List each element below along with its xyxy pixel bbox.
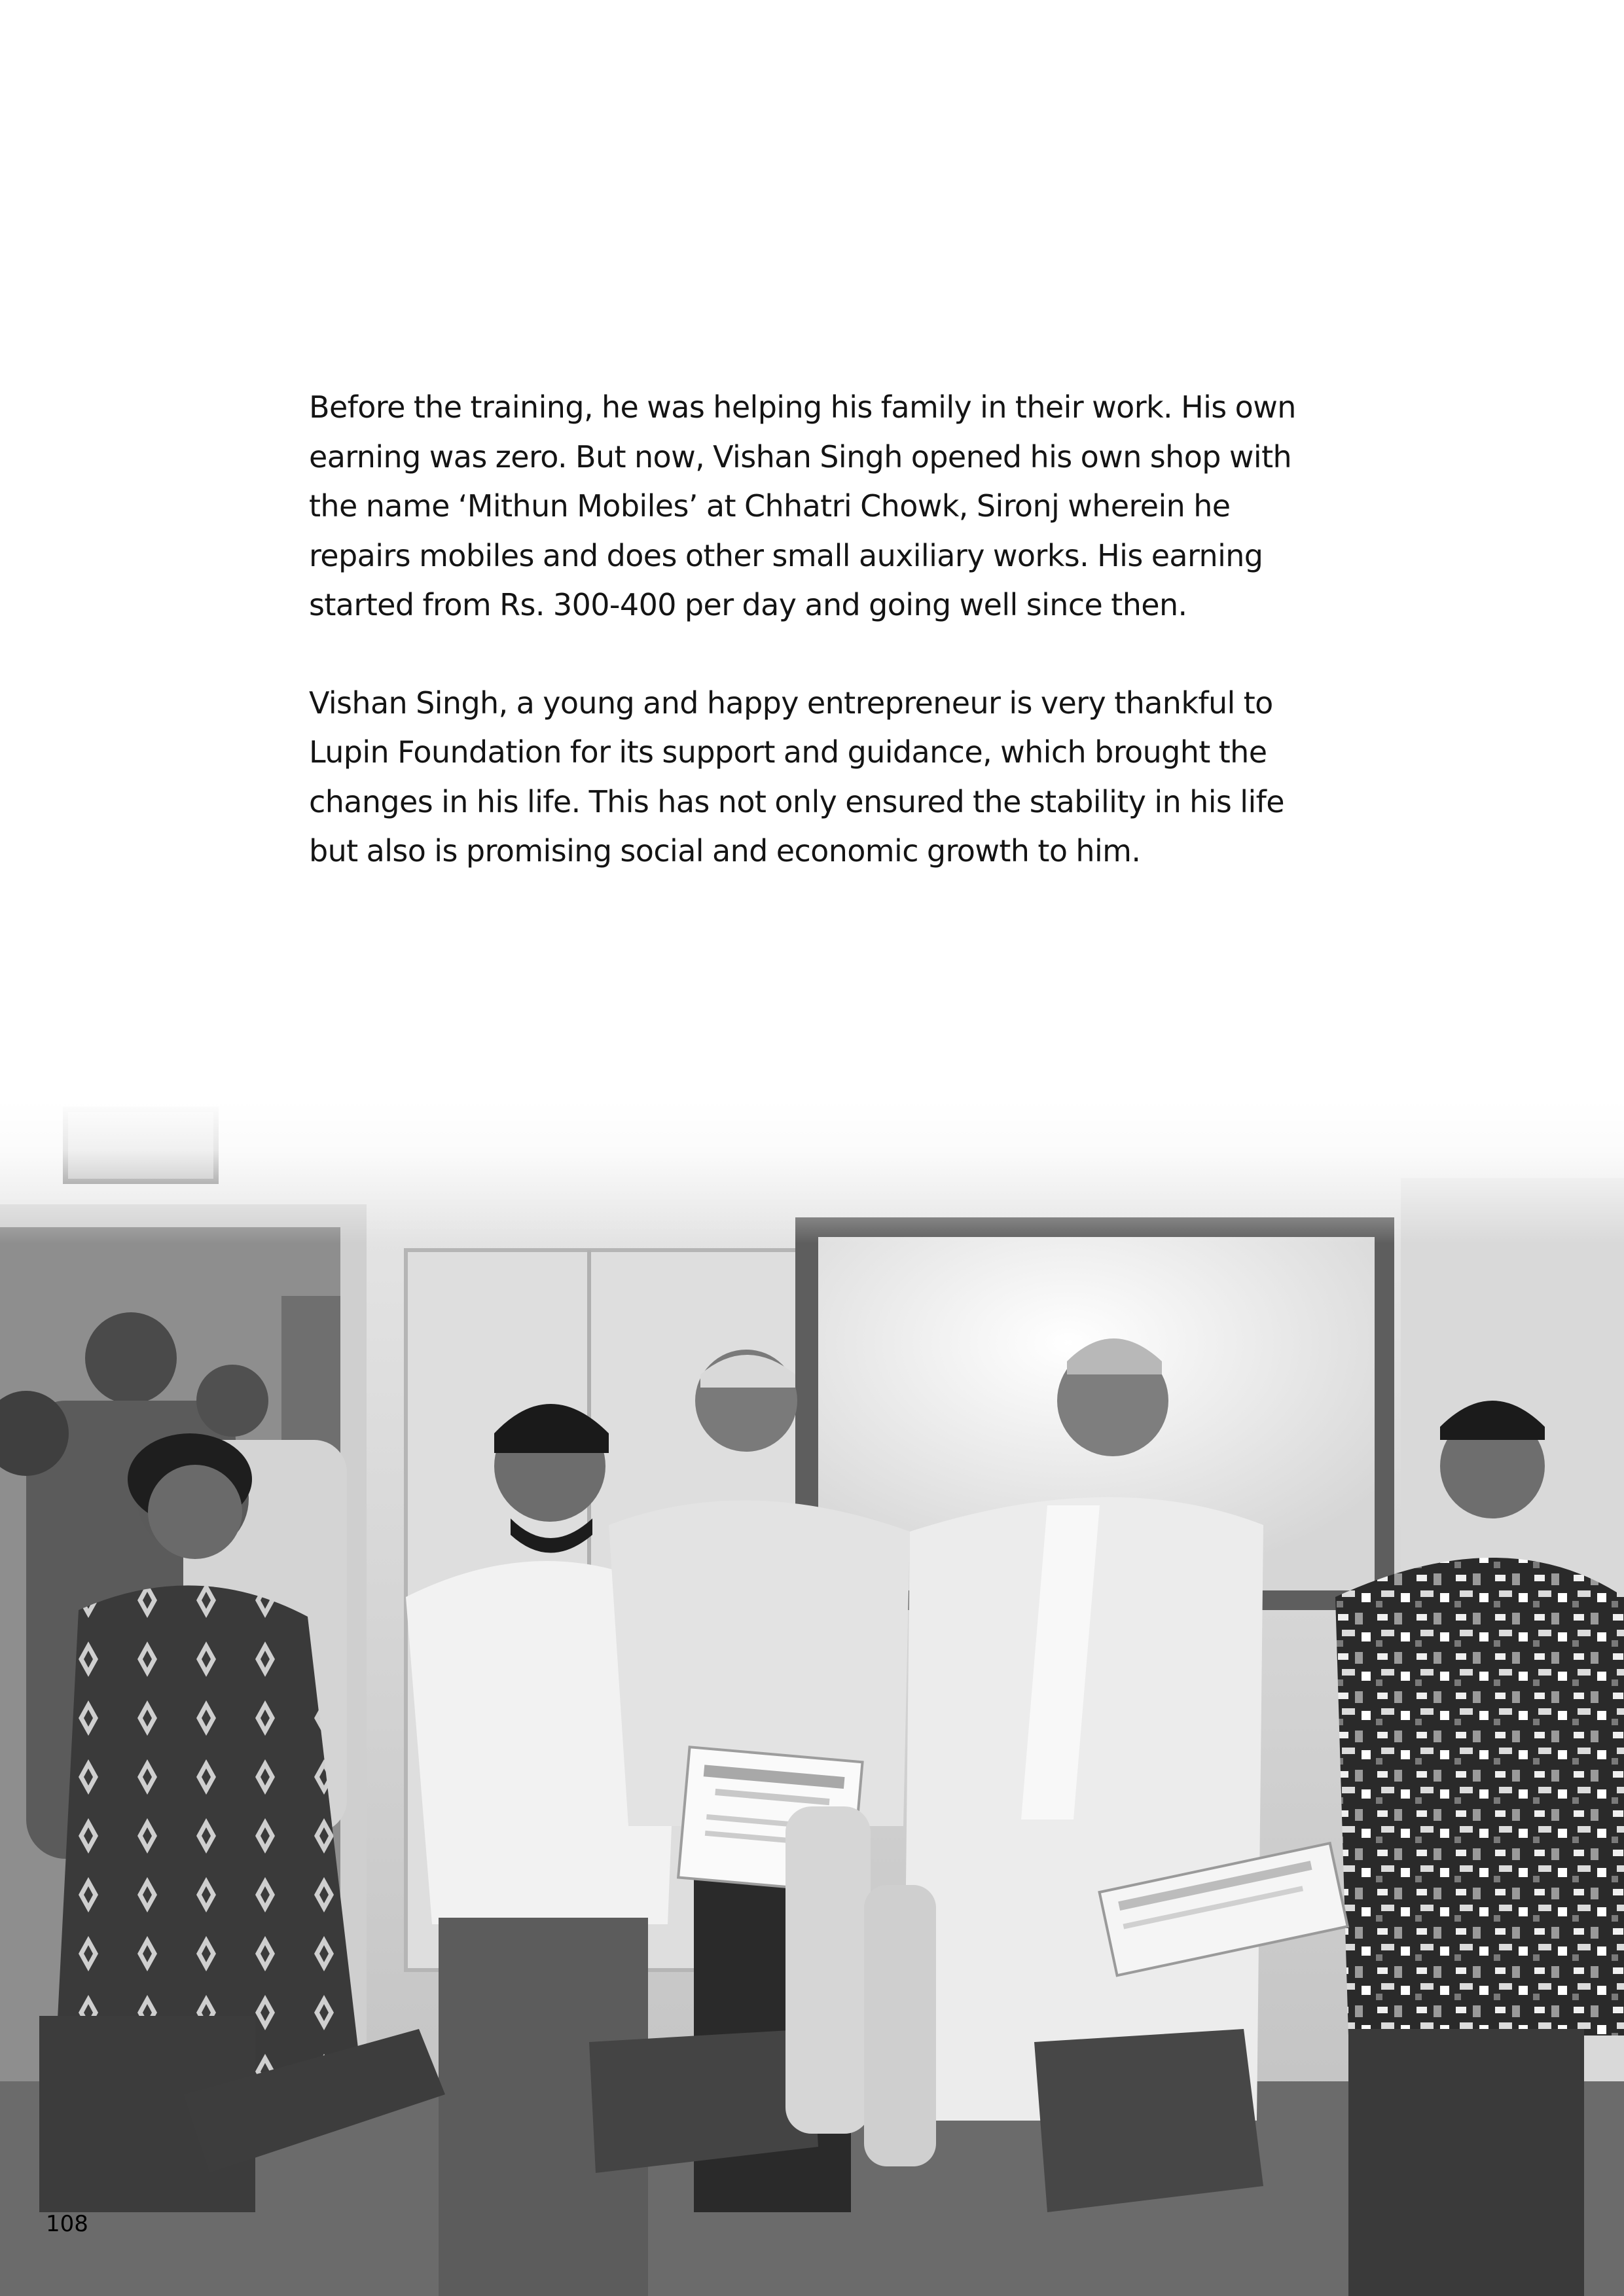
ceremony-photo — [0, 1100, 1624, 2296]
paragraph-2: Vishan Singh, a young and happy entrepreneur is very thankful to Lupin Foundation for its support and guidance, which brought the changes in his life. This has not only ensured the stability in his life but also is promising social and economic growth to him. — [309, 685, 1284, 869]
paragraph-1: Before the training, he was helping his family in their work. His own earning was zero. But now, Vishan Singh opened his own shop with the name ‘Mithun Mobiles’ at Chhatri Chowk, Sironj wherein he repairs mobiles and does other small auxiliary works. His earning started from Rs. 300-400 per day and going well since then. — [309, 389, 1296, 622]
body-text — [309, 383, 1330, 876]
page-number: 108 — [46, 2211, 88, 2237]
